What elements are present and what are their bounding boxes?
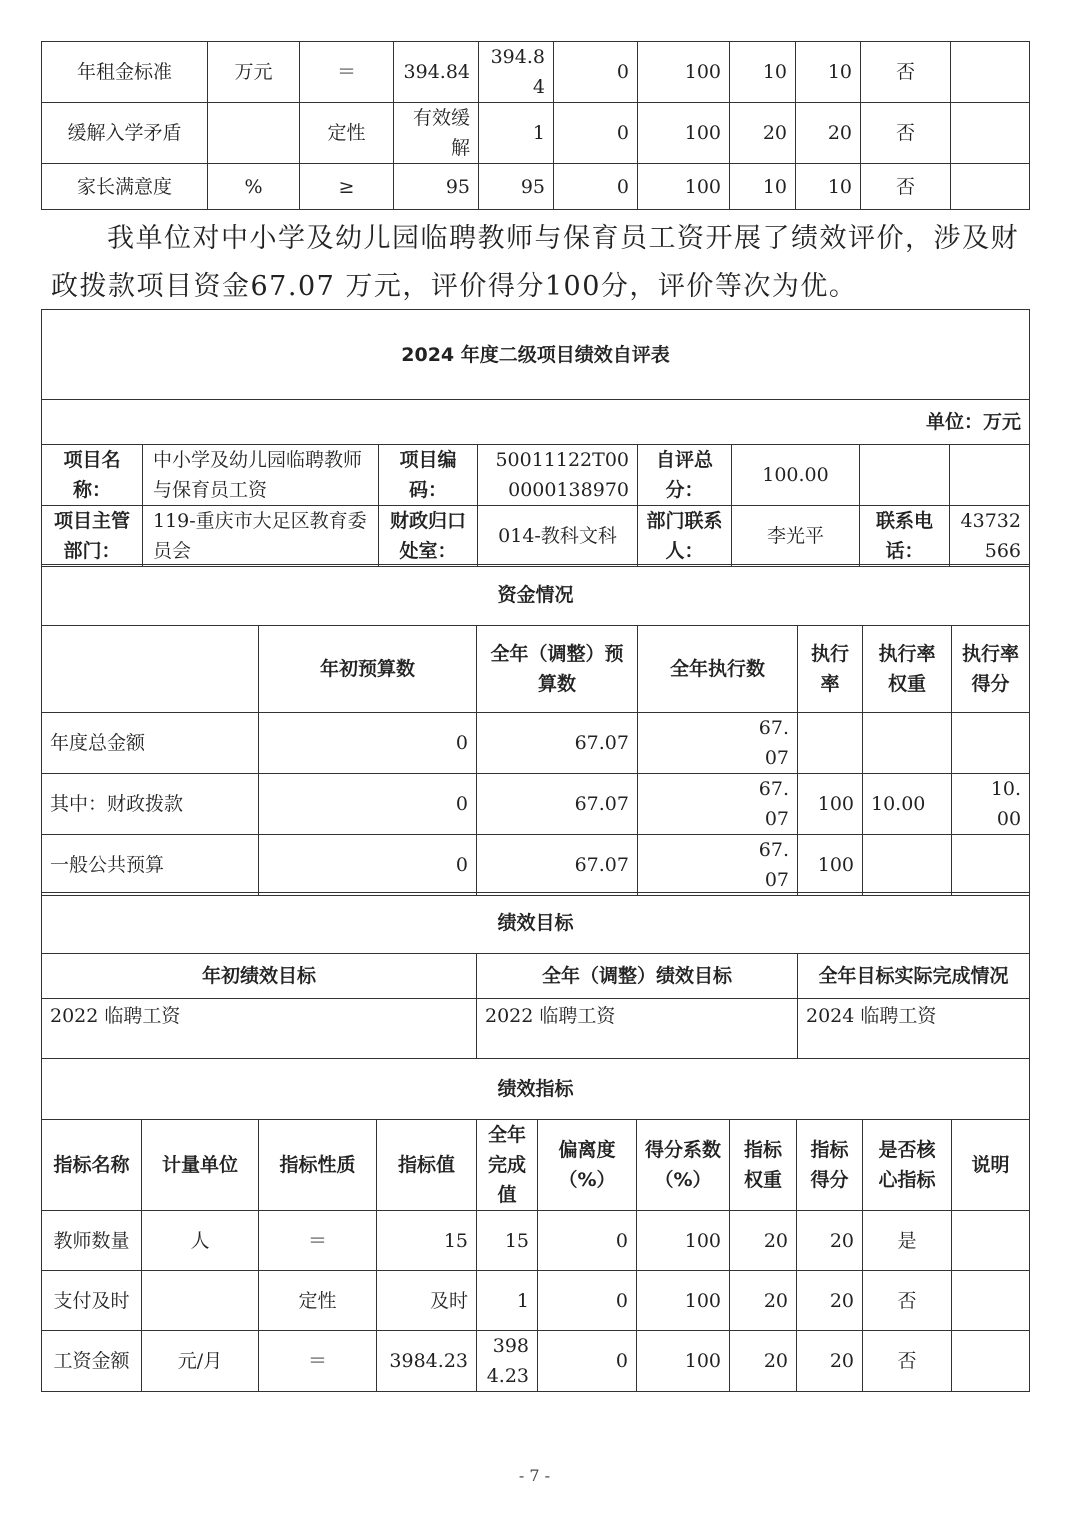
table-row [42,1271,1030,1331]
indicator-weight: 20 [730,103,796,164]
funds-header: 执行率得分 [952,626,1030,713]
self-evaluation-form-header [41,309,1030,567]
indicator-weight: 10 [730,42,796,103]
indicator-deviation: 0 [538,1211,637,1271]
indicator-target: 及时 [377,1271,477,1331]
indicator-target: 15 [377,1211,477,1271]
indicator-deviation: 0 [554,103,638,164]
funds-header: 执行率 [798,626,863,713]
indicator-nature: ＝ [259,1331,377,1392]
indicator-score: 20 [797,1271,863,1331]
finance-label: 财政归口处室： [379,506,478,567]
indicator-core: 否 [861,164,951,210]
dept: 119-重庆市大足区教育委员会 [143,506,379,567]
indicator-note [951,164,1030,210]
indicator-weight: 20 [730,1271,797,1331]
indicator-actual: 394.84 [479,42,554,103]
indicator-coef: 100 [638,42,730,103]
indicator-name: 工资金额 [42,1331,142,1392]
project-name-label: 项目名称： [42,445,143,506]
indicators-header: 得分系数（%） [637,1120,730,1211]
indicators-header: 偏离度（%） [538,1120,637,1211]
funds-weight [863,713,952,774]
goals-header: 全年目标实际完成情况 [798,954,1030,999]
indicator-note [951,42,1030,103]
indicator-deviation: 0 [554,164,638,210]
indicator-unit: 元/月 [142,1331,259,1392]
goals-table [41,892,1030,1059]
goal-adjusted: 2022 临聘工资 [477,999,798,1059]
indicator-actual: 3984.23 [477,1331,538,1392]
funds-rate: 100 [798,774,863,835]
indicator-deviation: 0 [554,42,638,103]
indicator-target: 3984.23 [377,1331,477,1392]
indicator-unit [208,103,300,164]
indicator-coef: 100 [637,1271,730,1331]
indicator-unit: 人 [142,1211,259,1271]
indicator-name: 缓解入学矛盾 [42,103,208,164]
funds-row-label: 年度总金额 [42,713,259,774]
funds-header: 全年执行数 [638,626,798,713]
funds-row-label: 其中：财政拨款 [42,774,259,835]
table-row [42,713,1030,774]
indicators-header: 指标得分 [797,1120,863,1211]
indicator-actual: 1 [477,1271,538,1331]
evaluation-paragraph [51,215,1021,311]
indicator-nature: ≥ [300,164,394,210]
goal-actual: 2024 临聘工资 [798,999,1030,1059]
project-name: 中小学及幼儿园临聘教师与保育员工资 [143,445,379,506]
indicator-weight: 20 [730,1331,797,1392]
indicators-section-title: 绩效指标 [42,1059,1030,1120]
goals-header: 年初绩效目标 [42,954,477,999]
indicator-target: 有效缓解 [394,103,479,164]
indicator-core: 否 [863,1271,952,1331]
funds-header: 全年（调整）预算数 [477,626,638,713]
dept-label: 项目主管部门： [42,506,143,567]
indicator-unit [142,1271,259,1331]
project-code-label: 项目编码： [379,445,478,506]
funds-rate [798,713,863,774]
indicators-header: 指标名称 [42,1120,142,1211]
table-row [42,103,1030,164]
indicator-name: 教师数量 [42,1211,142,1271]
indicator-name: 年租金标准 [42,42,208,103]
indicator-note [952,1271,1030,1331]
indicator-score: 20 [797,1211,863,1271]
indicator-score: 20 [796,103,861,164]
funds-executed: 67.07 [638,713,798,774]
indicator-target: 95 [394,164,479,210]
funds-section-title: 资金情况 [42,565,1030,626]
funds-adjusted: 67.07 [477,774,638,835]
funds-score [952,713,1030,774]
indicators-header: 指标值 [377,1120,477,1211]
indicator-score: 10 [796,164,861,210]
indicator-weight: 10 [730,164,796,210]
funds-header: 年初预算数 [259,626,477,713]
goals-header: 全年（调整）绩效目标 [477,954,798,999]
indicator-weight: 20 [730,1211,797,1271]
indicator-coef: 100 [637,1211,730,1271]
funds-header: 执行率权重 [863,626,952,713]
indicators-header: 是否核心指标 [863,1120,952,1211]
phone-label: 联系电话： [860,506,950,567]
funds-weight [863,835,952,896]
contact: 李光平 [732,506,860,567]
indicators-header: 全年完成值 [477,1120,538,1211]
funds-initial: 0 [259,835,477,896]
funds-header [42,626,259,713]
indicator-target: 394.84 [394,42,479,103]
table-row [42,774,1030,835]
indicator-deviation: 0 [538,1271,637,1331]
indicator-unit: % [208,164,300,210]
indicator-actual: 95 [479,164,554,210]
indicator-name: 家长满意度 [42,164,208,210]
table-row [42,1331,1030,1392]
funds-adjusted: 67.07 [477,835,638,896]
funds-executed: 67.07 [638,774,798,835]
indicator-deviation: 0 [538,1331,637,1392]
funds-table [41,564,1030,896]
indicator-coef: 100 [638,164,730,210]
empty-cell [860,445,950,506]
unit-label: 单位：万元 [42,400,1030,445]
indicator-nature: 定性 [300,103,394,164]
table-row [42,1211,1030,1271]
indicator-unit: 万元 [208,42,300,103]
indicator-name: 支付及时 [42,1271,142,1331]
page-number: - 7 - [518,1466,551,1485]
paragraph-text: 我单位对中小学及幼儿园临聘教师与保育员工资开展了绩效评价，涉及财政拨款项目资金67.07 万元，评价得分100分，评价等次为优。 [51,223,1019,302]
indicator-note [952,1331,1030,1392]
indicator-core: 否 [861,103,951,164]
indicator-core: 否 [863,1331,952,1392]
indicator-score: 10 [796,42,861,103]
funds-executed: 67.07 [638,835,798,896]
project-code: 50011122T000000138970 [478,445,638,506]
indicators-header: 指标性质 [259,1120,377,1211]
table-row [42,835,1030,896]
self-score-label: 自评总分： [638,445,732,506]
indicators-header: 计量单位 [142,1120,259,1211]
contact-label: 部门联系人： [638,506,732,567]
indicator-nature: 定性 [259,1271,377,1331]
funds-initial: 0 [259,774,477,835]
finance: 014-教科文科 [478,506,638,567]
top-indicator-table [41,41,1030,210]
form-title: 2024 年度二级项目绩效自评表 [42,310,1030,400]
indicator-note [951,103,1030,164]
indicator-core: 是 [863,1211,952,1271]
empty-cell [950,445,1030,506]
funds-weight: 10.00 [863,774,952,835]
funds-score: 10.00 [952,774,1030,835]
self-score: 100.00 [732,445,860,506]
indicator-actual: 15 [477,1211,538,1271]
table-row [42,164,1030,210]
indicator-coef: 100 [638,103,730,164]
indicators-header: 说明 [952,1120,1030,1211]
funds-row-label: 一般公共预算 [42,835,259,896]
indicator-note [952,1211,1030,1271]
indicators-table [41,1058,1030,1392]
goals-section-title: 绩效目标 [42,893,1030,954]
funds-initial: 0 [259,713,477,774]
indicator-nature: ＝ [259,1211,377,1271]
goal-initial: 2022 临聘工资 [42,999,477,1059]
funds-rate: 100 [798,835,863,896]
indicator-nature: ＝ [300,42,394,103]
phone: 43732566 [950,506,1030,567]
indicators-header: 指标权重 [730,1120,797,1211]
indicator-actual: 1 [479,103,554,164]
funds-score [952,835,1030,896]
indicator-core: 否 [861,42,951,103]
indicator-score: 20 [797,1331,863,1392]
funds-adjusted: 67.07 [477,713,638,774]
indicator-coef: 100 [637,1331,730,1392]
table-row [42,42,1030,103]
